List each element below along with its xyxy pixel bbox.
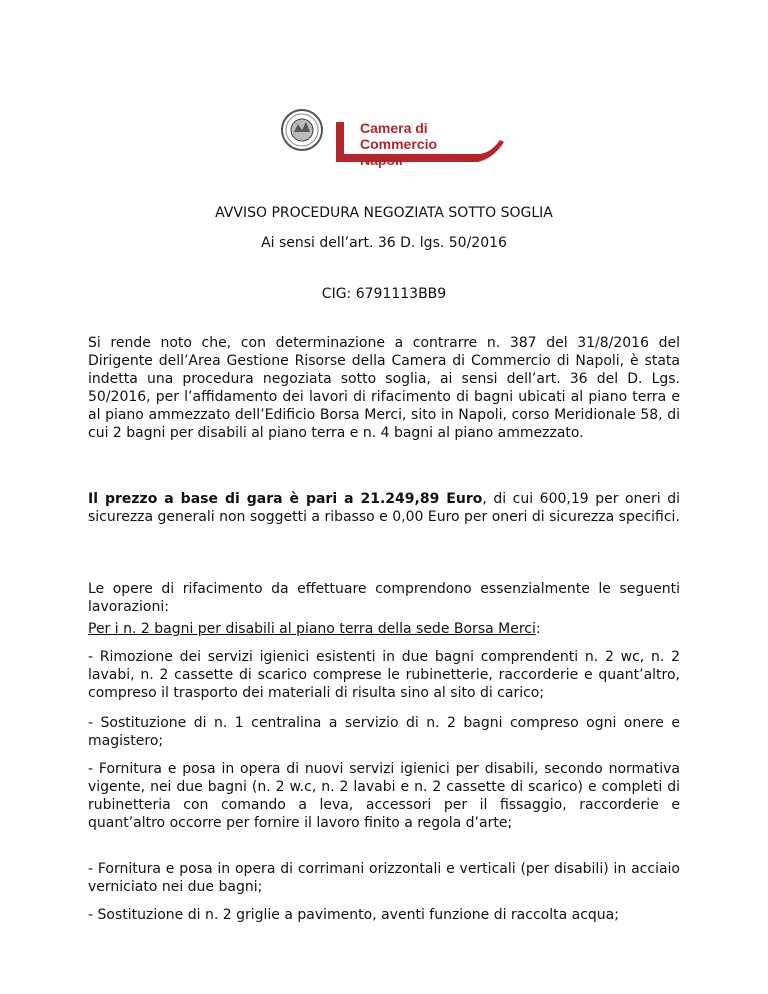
list-item: - Fornitura e posa in opera di corrimani orizzontali e verticali (per disabili) in acciaio verniciato nei due bagni; <box>88 861 680 895</box>
list-item: - Fornitura e posa in opera di nuovi servizi igienici per disabili, secondo normativa vigente, nei due bagni (n. 2 w.c, n. 2 lavabi e n. 2 cassette di scarico) e completi di rubinetteria con comando a leva, accessori per il fissaggio, raccorderie e quant’altro occorre per fornire il lavoro finito a regola d’arte; <box>88 761 680 831</box>
price-paragraph <box>88 490 680 526</box>
list-item: - Rimozione dei servizi igienici esistenti in due bagni comprendenti n. 2 wc, n. 2 lavabi, n. 2 cassette di scarico comprese le rubinetterie, raccorderie e quant’altro, compreso il trasporto dei materiali di risulta sino al sito di carico; <box>88 649 680 701</box>
camera-commercio-logo <box>268 108 508 174</box>
works-intro-paragraph: Le opere di rifacimento da effettuare comprendono essenzialmente le seguenti lavorazioni: <box>88 581 680 615</box>
logo-text <box>360 120 508 168</box>
document-title: AVVISO PROCEDURA NEGOZIATA SOTTO SOGLIA <box>215 205 553 221</box>
cig-code: CIG: 6791113BB9 <box>321 286 447 302</box>
price-rest-text: , di cui 600,19 per oneri di sicurezza generali non soggetti a ribasso e 0,00 Euro per oneri di sicurezza specifici. <box>88 491 680 525</box>
legal-reference: Ai sensi dell’art. 36 D. lgs. 50/2016 <box>261 235 507 251</box>
list-item: - Sostituzione di n. 1 centralina a servizio di n. 2 bagni compreso ogni onere e magistero; <box>88 715 680 749</box>
logo-line-2: Napoli <box>360 152 403 168</box>
intro-paragraph: Si rende noto che, con determinazione a contrarre n. 387 del 31/8/2016 del Dirigente dell’Area Gestione Risorse della Camera di Commercio di Napoli, è stata indetta una procedura negoziata sotto soglia, ai sensi dell’art. 36 del D. Lgs. 50/2016, per l’affidamento dei lavori di rifacimento di bagni ubicati al piano terra e al piano ammezzato dell’Edificio Borsa Merci, sito in Napoli, corso Meridionale 58, di cui 2 bagni per disabili al piano terra e n. 4 bagni al piano ammezzato. <box>88 335 680 441</box>
section-heading-text: Per i n. 2 bagni per disabili al piano terra della sede Borsa Merci <box>88 621 536 637</box>
section-heading-colon: : <box>535 621 541 637</box>
logo-line-1: Camera di Commercio <box>360 120 438 152</box>
price-bold-text: Il prezzo a base di gara è pari a 21.249,89 Euro <box>88 491 483 507</box>
list-item: - Sostituzione di n. 2 griglie a pavimento, aventi funzione di raccolta acqua; <box>88 907 619 923</box>
section-heading <box>88 620 680 638</box>
